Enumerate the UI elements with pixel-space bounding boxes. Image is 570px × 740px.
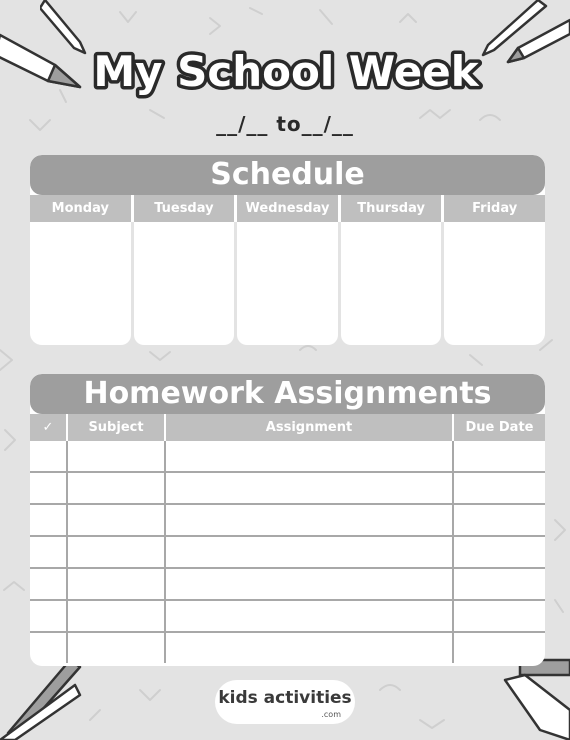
assignment-column-header: Assignment bbox=[165, 414, 453, 441]
day-cell-friday[interactable] bbox=[444, 222, 545, 345]
page-title-text: My School Week bbox=[93, 47, 479, 96]
subject-cell[interactable] bbox=[67, 536, 165, 568]
due-date-cell[interactable] bbox=[453, 472, 545, 504]
due-date-cell[interactable] bbox=[453, 441, 545, 472]
assignment-cell[interactable] bbox=[165, 600, 453, 632]
assignment-cell[interactable] bbox=[165, 536, 453, 568]
due-date-cell[interactable] bbox=[453, 504, 545, 536]
day-header-friday: Friday bbox=[472, 201, 518, 216]
day-cell-wednesday[interactable] bbox=[237, 222, 338, 345]
subject-cell[interactable] bbox=[67, 632, 165, 663]
subject-cell[interactable] bbox=[67, 504, 165, 536]
table-row bbox=[30, 441, 545, 472]
assignment-cell[interactable] bbox=[165, 504, 453, 536]
homework-header-row bbox=[30, 414, 545, 441]
due-date-cell[interactable] bbox=[453, 600, 545, 632]
due-date-cell[interactable] bbox=[453, 536, 545, 568]
table-row bbox=[30, 632, 545, 663]
assignment-cell[interactable] bbox=[165, 441, 453, 472]
subject-column-header: Subject bbox=[67, 414, 165, 441]
day-header-monday: Monday bbox=[30, 195, 134, 222]
table-row bbox=[30, 504, 545, 536]
logo-sub-text: .com bbox=[321, 710, 341, 719]
check-column-header: ✓ bbox=[30, 414, 67, 441]
schedule-title: Schedule bbox=[30, 155, 545, 195]
due-date-cell[interactable] bbox=[453, 568, 545, 600]
day-header-tuesday: Tuesday bbox=[134, 195, 238, 222]
page-title bbox=[80, 38, 492, 102]
logo-main-text: kids activities bbox=[218, 688, 352, 708]
day-cell-thursday[interactable] bbox=[341, 222, 442, 345]
kids-activities-logo bbox=[215, 680, 355, 724]
check-cell[interactable] bbox=[30, 504, 67, 536]
check-cell[interactable] bbox=[30, 600, 67, 632]
homework-title: Homework Assignments bbox=[30, 374, 545, 414]
subject-cell[interactable] bbox=[67, 441, 165, 472]
subject-cell[interactable] bbox=[67, 600, 165, 632]
check-cell[interactable] bbox=[30, 441, 67, 472]
check-cell[interactable] bbox=[30, 632, 67, 663]
schedule-panel bbox=[30, 155, 545, 345]
day-header-wednesday: Wednesday bbox=[237, 195, 341, 222]
assignment-cell[interactable] bbox=[165, 568, 453, 600]
homework-table bbox=[30, 414, 545, 663]
table-row bbox=[30, 568, 545, 600]
day-cell-tuesday[interactable] bbox=[134, 222, 235, 345]
homework-rows bbox=[30, 441, 545, 663]
day-cell-monday[interactable] bbox=[30, 222, 131, 345]
homework-panel bbox=[30, 374, 545, 666]
check-cell[interactable] bbox=[30, 472, 67, 504]
check-cell[interactable] bbox=[30, 568, 67, 600]
subject-cell[interactable] bbox=[67, 568, 165, 600]
subject-cell[interactable] bbox=[67, 472, 165, 504]
crayon-top-left-icon bbox=[0, 25, 90, 95]
check-cell[interactable] bbox=[30, 536, 67, 568]
due-date-column-header: Due Date bbox=[453, 414, 545, 441]
day-header-thursday: Thursday bbox=[341, 195, 445, 222]
schedule-day-headers bbox=[30, 195, 545, 222]
due-date-cell[interactable] bbox=[453, 632, 545, 663]
assignment-cell[interactable] bbox=[165, 472, 453, 504]
table-row bbox=[30, 600, 545, 632]
brush-bottom-left-icon bbox=[0, 655, 90, 740]
assignment-cell[interactable] bbox=[165, 632, 453, 663]
date-range: __/__ to__/__ bbox=[216, 112, 354, 136]
schedule-day-cells bbox=[30, 222, 545, 345]
table-row bbox=[30, 472, 545, 504]
table-row bbox=[30, 536, 545, 568]
